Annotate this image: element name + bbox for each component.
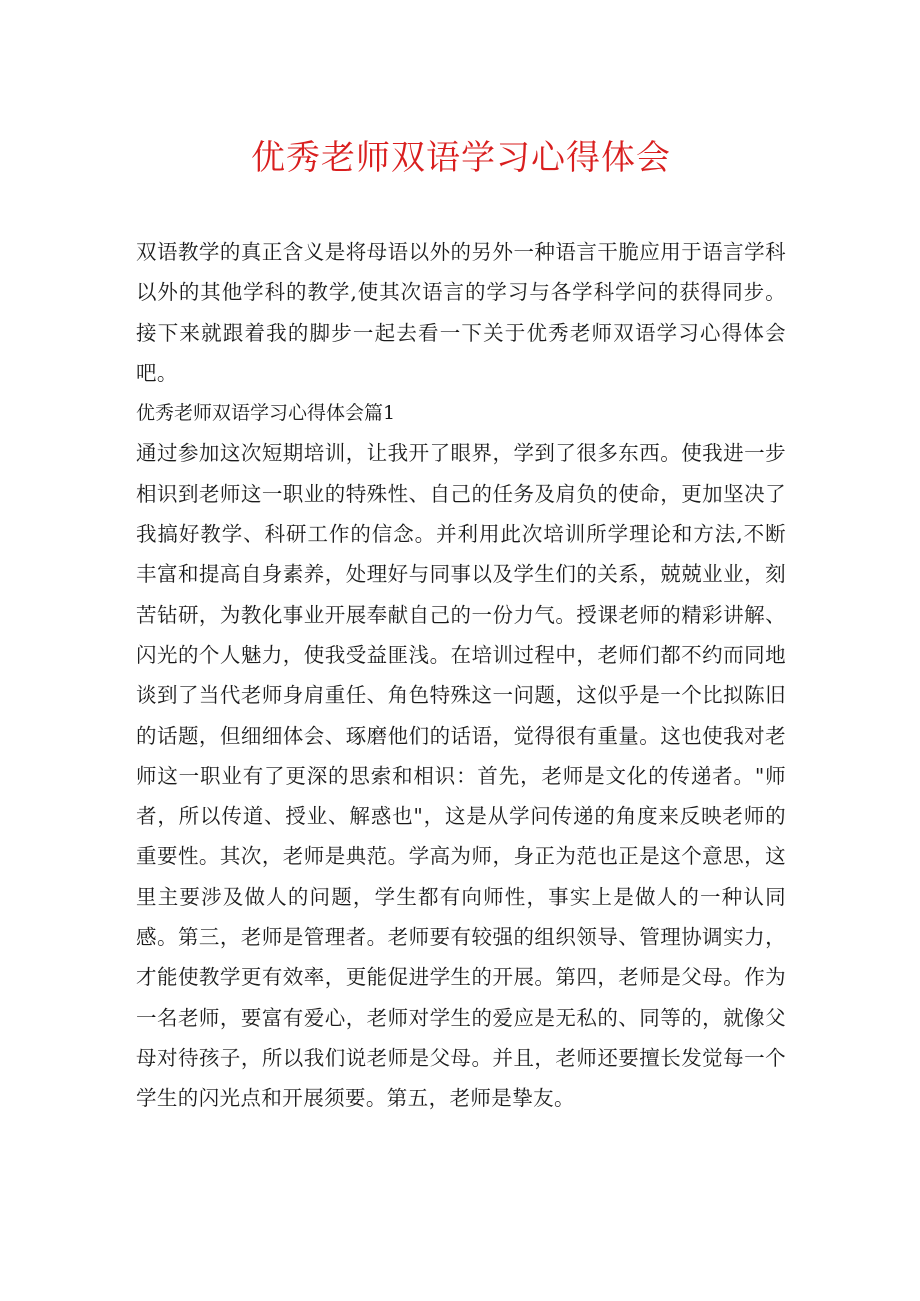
section-heading: 优秀老师双语学习心得体会篇1: [136, 402, 396, 425]
intro-paragraph: 双语教学的真正含义是将母语以外的另外一种语言干脆应用于语言学科以外的其他学科的教学,使其次语言的学习与各学科学问的获得同步。接下来就跟着我的脚步一起去看一下关于优秀老师双语学习心得体会吧。: [136, 240, 786, 385]
page-title: 优秀老师双语学习心得体会: [251, 138, 671, 178]
body-paragraph: 通过参加这次短期培训，让我开了眼界，学到了很多东西。使我进一步相识到老师这一职业的特殊性、自己的任务及肩负的使命，更加坚决了我搞好教学、科研工作的信念。并利用此次培训所学理论和方法,不断丰富和提高自身素养，处理好与同事以及学生们的关系，兢兢业业，刻苦钻研，为教化事业开展奉献自己的一份力气。授课老师的精彩讲解、闪光的个人魅力，使我受益匪浅。在培训过程中，老师们都不约而同地谈到了当代老师身肩重任、角色特殊这一问题，这似乎是一个比拟陈旧的话题，但细细体会、琢磨他们的话语，觉得很有重量。这也使我对老师这一职业有了更深的思索和相识：首先，老师是文化的传递者。"师者，所以传道、授业、解惑也"，这是从学问传递的角度来反映老师的重要性。其次，老师是典范。学高为师，身正为范也正是这个意思，这里主要涉及做人的问题，学生都有向师性，事实上是做人的一种认同感。第三，老师是管理者。老师要有较强的组织领导、管理协调实力，才能使教学更有效率，更能促进学生的开展。第四，老师是父母。作为一名老师，要富有爱心，老师对学生的爱应是无私的、同等的，就像父母对待孩子，所以我们说老师是父母。并且，老师还要擅长发觉每一个学生的闪光点和开展须要。第五，老师是挚友。: [136, 441, 786, 1111]
